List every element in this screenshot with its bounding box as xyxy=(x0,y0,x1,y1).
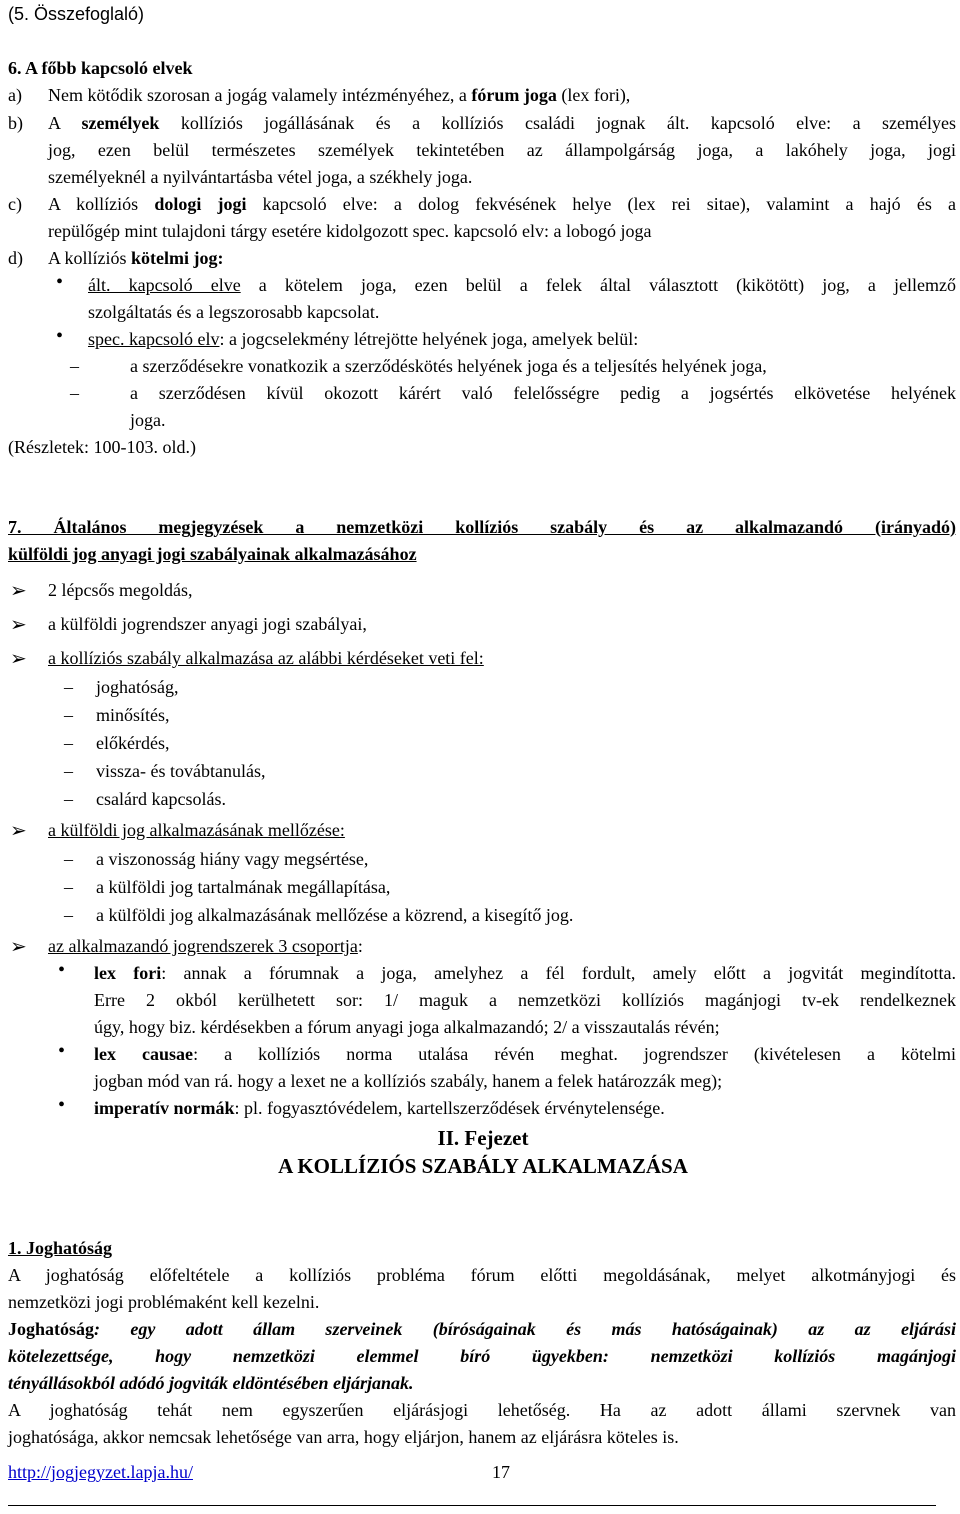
dash-icon: – xyxy=(64,761,73,781)
dash-tort-line2: joga. xyxy=(130,410,166,430)
dash-icon: – xyxy=(64,789,73,809)
dash-icon: – xyxy=(64,733,73,753)
arrow-bullet-icon: ➢ xyxy=(10,578,27,602)
bullet-general-line1: ált. kapcsoló elve a kötelem joga, ezen belül a felek által választott (kikötött) jog, a jellemző xyxy=(88,275,956,295)
question-item: előkérdés, xyxy=(96,733,170,753)
bullet-special: spec. kapcsoló elv: a jogcselekmény létrejötte helyének joga, amelyek belül: xyxy=(88,329,639,349)
item-b-line2: jog, ezen belül természetes személyek tekintetében az állampolgárság joga, a lakóhely joga, jogi xyxy=(48,140,956,160)
jurisdiction-para1-line1: A joghatóság előfeltétele a kollíziós probléma fórum előtti megoldásának, melyet alkotmányjogi és xyxy=(8,1265,956,1285)
dash-icon: – xyxy=(70,356,79,376)
chapter-title: A KOLLÍZIÓS SZABÁLY ALKALMAZÁSA xyxy=(278,1154,688,1178)
section-6-title: 6. A főbb kapcsoló elvek xyxy=(8,58,193,78)
bullet-icon: • xyxy=(58,1040,66,1062)
imperative-norms: imperatív normák: pl. fogyasztóvédelem, kartellszerződések érvénytelensége. xyxy=(94,1098,665,1118)
dash-tort-line1: a szerződésen kívül okozott kárért való felelősségre pedig a jogsértés elkövetése helyének xyxy=(130,383,956,403)
lex-fori-line3: úgy, hogy biz. kérdésekben a fórum anyagi joga alkalmazandó; 2/ a visszautalás révén; xyxy=(94,1017,720,1037)
summary-heading: (5. Összefoglaló) xyxy=(8,4,145,24)
item-b-line3: személyeknél a nyilvántartásba vétel joga, a székhely joga. xyxy=(48,167,473,187)
lex-fori-line2: Erre 2 okból kerülhetett sor: 1/ maguk a nemzetközi kollíziós magánjogi tv-ek rendelkeznek xyxy=(94,990,956,1010)
item-c-line1: A kollíziós dologi jogi kapcsoló elve: a dolog fekvésének helye (lex rei sitae), valamint a hajó és a xyxy=(48,194,956,214)
footer-divider xyxy=(8,1505,936,1506)
item-a-label: a) xyxy=(8,85,22,105)
chapter-number: II. Fejezet xyxy=(437,1126,529,1150)
section-7-title-line1: 7. Általános megjegyzések a nemzetközi kollíziós szabály és az alkalmazandó (irányadó) xyxy=(8,517,956,537)
arrow-item-two-step: 2 lépcsős megoldás, xyxy=(48,580,193,600)
dash-icon: – xyxy=(64,677,73,697)
lex-causae-line1: lex causae: a kollíziós norma utalása révén meghat. jogrendszer (kivételesen a kötelmi xyxy=(94,1044,957,1064)
arrow-item-groups: az alkalmazandó jogrendszerek 3 csoportja: xyxy=(48,936,363,956)
question-item: minősítés, xyxy=(96,705,170,725)
lex-causae-line2: jogban mód van rá. hogy a lexet ne a kollíziós szabály, hanem a felek határozzák meg); xyxy=(94,1071,723,1091)
arrow-item-exclusion: a külföldi jog alkalmazásának mellőzése: xyxy=(48,820,345,840)
dash-icon: – xyxy=(64,905,73,925)
exclusion-item: a viszonosság hiány vagy megsértése, xyxy=(96,849,369,869)
jurisdiction-definition-line2: kötelezettsége, hogy nemzetközi elemmel bíró ügyekben: nemzetközi kollíziós magánjogi xyxy=(8,1346,956,1366)
section-7-title-line2: külföldi jog anyagi jogi szabályainak alkalmazásához xyxy=(8,544,417,564)
jurisdiction-para1-line2: nemzetközi jogi problémaként kell kezelni. xyxy=(8,1292,320,1312)
jurisdiction-definition-line3: tényállásokból adódó jogviták eldöntésében eljárjanak. xyxy=(8,1373,414,1393)
question-item: vissza- és továbtanulás, xyxy=(96,761,266,781)
lex-fori-line1: lex fori: annak a fórumnak a joga, amelyhez a fél fordult, amely előtt a jogvitát megindította. xyxy=(94,963,956,983)
item-a-text: Nem kötődik szorosan a jogág valamely intézményéhez, a fórum joga (lex fori), xyxy=(48,85,631,105)
bullet-icon: • xyxy=(58,1094,66,1116)
page-number: 17 xyxy=(492,1462,510,1482)
dash-icon: – xyxy=(64,849,73,869)
item-b-label: b) xyxy=(8,113,23,133)
arrow-bullet-icon: ➢ xyxy=(10,818,27,842)
item-d-label: d) xyxy=(8,248,23,268)
arrow-bullet-icon: ➢ xyxy=(10,646,27,670)
arrow-item-foreign-rules: a külföldi jogrendszer anyagi jogi szabályai, xyxy=(48,614,367,634)
item-c-label: c) xyxy=(8,194,22,214)
question-item: joghatóság, xyxy=(96,677,179,697)
bullet-icon: • xyxy=(58,959,66,981)
item-d-text: A kollíziós kötelmi jog: xyxy=(48,248,224,268)
arrow-bullet-icon: ➢ xyxy=(10,934,27,958)
bullet-icon: • xyxy=(56,325,64,347)
jurisdiction-title: 1. Joghatóság xyxy=(8,1238,113,1258)
item-b-line1: A személyek kollíziós jogállásának és a kollíziós családi jognak ált. kapcsoló elve: a személyes xyxy=(48,113,956,133)
arrow-item-questions: a kollíziós szabály alkalmazása az alábbi kérdéseket veti fel: xyxy=(48,648,484,668)
jurisdiction-para3-line2: joghatósága, akkor nemcsak lehetősége van arra, hogy eljárjon, hanem az eljárásra köteles is. xyxy=(8,1427,679,1447)
item-c-line2: repülőgép mint tulajdoni tárgy esetére kidolgozott spec. kapcsoló elv: a lobogó joga xyxy=(48,221,652,241)
footer-link-wrap xyxy=(8,1462,193,1484)
arrow-bullet-icon: ➢ xyxy=(10,612,27,636)
jurisdiction-definition-line1: Joghatóság: egy adott állam szerveinek (bíróságainak és más hatóságainak) az az eljárási xyxy=(8,1319,956,1339)
bullet-general-line2: szolgáltatás és a legszorosabb kapcsolat. xyxy=(88,302,380,322)
question-item: csalárd kapcsolás. xyxy=(96,789,226,809)
details-reference: (Részletek: 100-103. old.) xyxy=(8,437,196,457)
exclusion-item: a külföldi jog alkalmazásának mellőzése a közrend, a kisegítő jog. xyxy=(96,905,574,925)
footer-url-link[interactable]: http://jogjegyzet.lapja.hu/ xyxy=(8,1462,193,1482)
bullet-icon: • xyxy=(56,271,64,293)
dash-icon: – xyxy=(64,877,73,897)
dash-icon: – xyxy=(70,383,79,403)
dash-icon: – xyxy=(64,705,73,725)
jurisdiction-para3-line1: A joghatóság tehát nem egyszerűen eljárásjogi lehetőség. Ha az adott állami szervnek van xyxy=(8,1400,956,1420)
exclusion-item: a külföldi jog tartalmának megállapítása, xyxy=(96,877,391,897)
dash-contract: a szerződésekre vonatkozik a szerződéskötés helyének joga és a teljesítés helyének joga, xyxy=(130,356,767,376)
